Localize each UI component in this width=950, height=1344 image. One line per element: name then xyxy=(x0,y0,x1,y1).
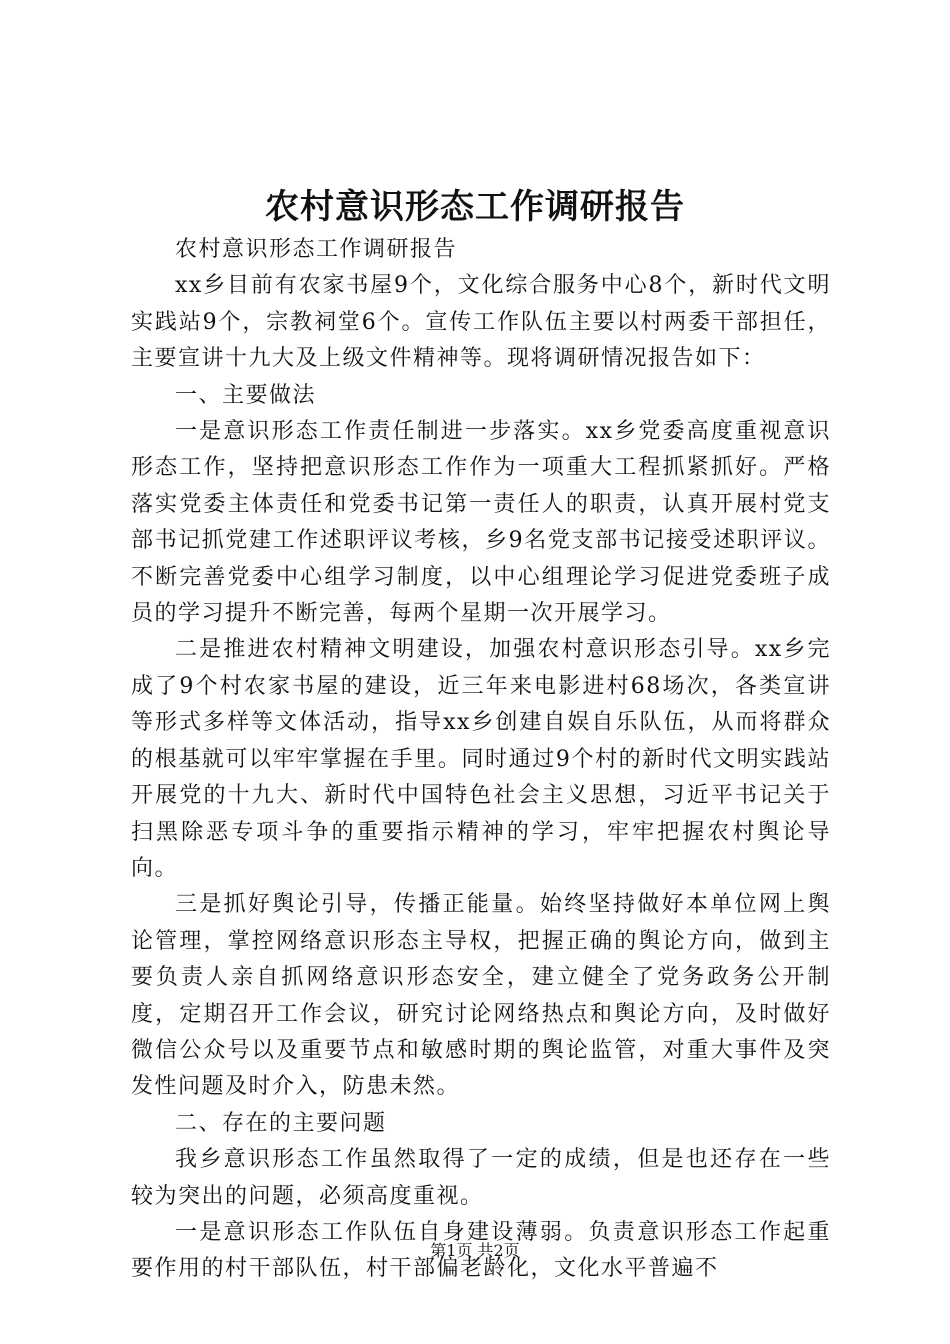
paragraph-subtitle: 农村意识形态工作调研报告 xyxy=(175,237,458,262)
document-title: 农村意识形态工作调研报告 xyxy=(265,187,685,227)
paragraph-intro: xx乡目前有农家书屋9个，文化综合服务中心8个，新时代文明实践站9个，宗教祠堂6个。宣传工作队伍主要以村两委干部担任，主要宣讲十九大及上级文件精神等。现将调研情况报告如下： xyxy=(131,273,831,372)
page-footer: 第1页 共2页 xyxy=(430,1241,520,1260)
paragraph-problems-intro: 我乡意识形态工作虽然取得了一定的成绩，但是也还存在一些较为突出的问题，必须高度重视。 xyxy=(131,1147,831,1209)
section-heading-main-practices: 一、主要做法 xyxy=(175,382,317,408)
paragraph-practice-2: 二是推进农村精神文明建设，加强农村意识形态引导。xx乡完成了9个村农家书屋的建设，近三年来电影进村68场次，各类宣讲等形式多样等文体活动，指导xx乡创建自娱自乐队伍，从而将群众的根基就可以牢牢掌握在手里。同时通过9个村的新时代文明实践站开展党的十九大、新时代中国特色社会主义思想，习近平书记关于扫黑除恶专项斗争的重要指示精神的学习，牢牢把握农村舆论导向。 xyxy=(131,637,831,881)
document-body xyxy=(131,232,831,1288)
section-heading-main-problems: 二、存在的主要问题 xyxy=(175,1110,387,1136)
paragraph-problem-1: 一是意识形态工作队伍自身建设薄弱。负责意识形态工作起重要作用的村干部队伍，村干部偏老龄化，文化水平普遍不 xyxy=(131,1219,831,1282)
paragraph-practice-1: 一是意识形态工作责任制进一步落实。xx乡党委高度重视意识形态工作，坚持把意识形态工作作为一项重大工程抓紧抓好。严格落实党委主体责任和党委书记第一责任人的职责，认真开展村党支部书记抓党建工作述职评议考核，乡9名党支部书记接受述职评议。不断完善党委中心组学习制度，以中心组理论学习促进党委班子成员的学习提升不断完善，每两个星期一次开展学习。 xyxy=(131,419,831,627)
paragraph-practice-3: 三是抓好舆论引导，传播正能量。始终坚持做好本单位网上舆论管理，掌控网络意识形态主导权，把握正确的舆论方向，做到主要负责人亲自抓网络意识形态安全，建立健全了党务政务公开制度，定期召开工作会议，研究讨论网络热点和舆论方向，及时做好微信公众号以及重要节点和敏感时期的舆论监管，对重大事件及突发性问题及时介入，防患未然。 xyxy=(131,892,831,1100)
